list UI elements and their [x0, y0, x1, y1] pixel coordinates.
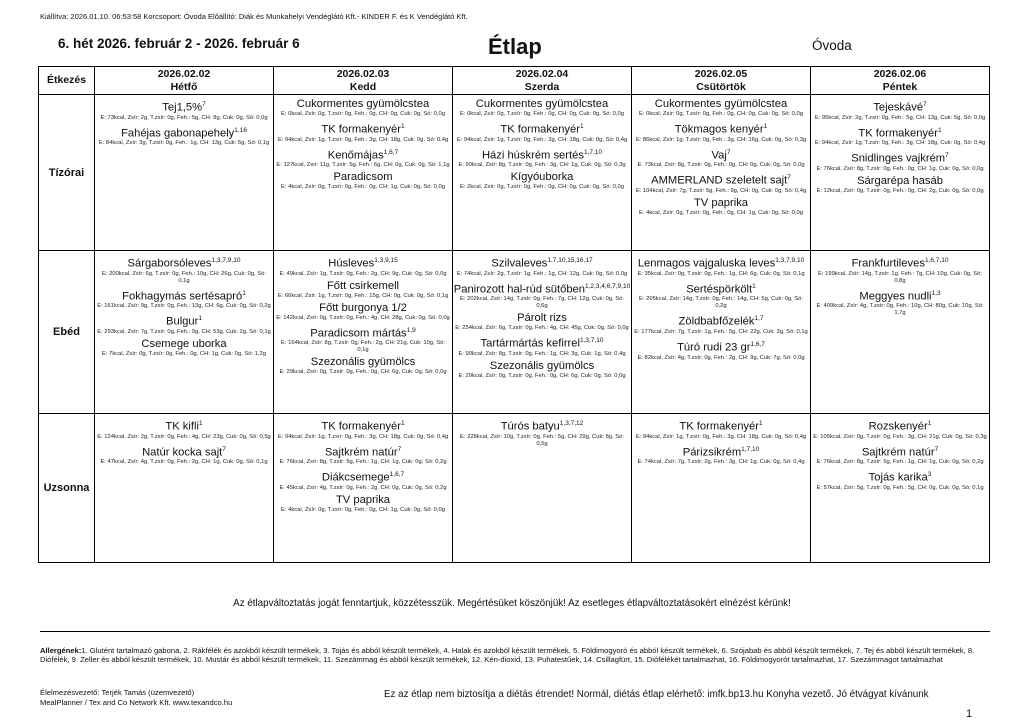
nutrition-info: E: 90kcal, Zsír: 8g, T.zsír: 0g, Feh.: 3g, CH: 1g, Cuk: 0g, Só: 0,3g	[458, 162, 626, 169]
menu-cell	[95, 95, 274, 251]
dish-name	[811, 254, 989, 271]
dish-label: Házi húskrém sertés	[481, 149, 584, 162]
dish-label: Sajtkrém natúr	[324, 446, 398, 459]
dish-label: TK formakenyér	[500, 123, 580, 136]
allergen-codes: 1	[927, 420, 932, 427]
nutrition-info: E: 74kcal, Zsír: 7g, T.zsír: 2g, Feh.: 3g, CH: 1g, Cuk: 0g, Só: 0,4g	[637, 459, 805, 466]
dish-name	[274, 324, 452, 341]
dish-name	[632, 254, 810, 271]
meal-row-lunch	[39, 251, 990, 414]
meal-label: Tízórai	[39, 95, 95, 251]
allergen-label: Allergének:	[40, 646, 82, 655]
nutrition-info: E: 95kcal, Zsír: 2g, T.zsír: 0g, Feh.: 5g, CH: 13g, Cuk: 5g, Só: 0,0g	[814, 114, 986, 121]
diet-note: Ez az étlap nem biztosítja a diétás étrendet! Normál, diétás étlap elérhető: imfk.bp13.hu Konyha vezető. Jó étvágyat kívánunk	[384, 689, 929, 700]
dish-name	[274, 417, 452, 434]
allergen-codes: 1,6,7,10	[924, 257, 949, 264]
dish-name	[95, 98, 273, 115]
allergen-codes: 1,3	[931, 289, 941, 297]
nutrition-info: E: 76kcal, Zsír: 8g, T.zsír: 5g, Feh.: 1g, CH: 1g, Cuk: 0g, Só: 0,2g	[279, 459, 447, 466]
allergen-legend	[40, 646, 995, 664]
dish-name	[95, 254, 273, 271]
nutrition-info: E: 94kcal, Zsír: 1g, T.zsír: 0g, Feh.: 3g, CH: 18g, Cuk: 0g, Só: 0,4g	[456, 136, 628, 143]
day-header-wed	[453, 67, 632, 95]
allergen-codes: 1	[198, 420, 203, 427]
dish-name	[95, 287, 273, 304]
allergen-codes: 1,3,7,9,10	[775, 257, 805, 264]
dish-label: Párizsikrém	[682, 446, 742, 459]
nutrition-info: E: 0kcal, Zsír: 0g, T.zsír: 0g, Feh.: 0g, CH: 0g, Cuk: 0g, Só: 0,0g	[281, 111, 445, 117]
dish-name	[632, 146, 810, 163]
dish-label: Fahéjas gabonapehely	[121, 127, 235, 140]
dish-name	[274, 443, 452, 460]
nutrition-info: E: 105kcal, Zsír: 0g, T.zsír: 0g, Feh.: 3g, CH: 21g, Cuk: 0g, Só: 0,3g	[813, 433, 987, 440]
dish-name	[811, 287, 989, 304]
dish-label: Rozskenyér	[868, 420, 928, 433]
nutrition-info: E: 2kcal, Zsír: 0g, T.zsír: 0g, Feh.: 0g, CH: 0g, Cuk: 0g, Só: 0,0g	[460, 184, 624, 191]
menu-cell	[274, 251, 453, 414]
dish-name	[95, 443, 273, 460]
meal-label: Ebéd	[39, 251, 95, 414]
week-range: 6. hét 2026. február 2 - 2026. február 6	[58, 36, 300, 51]
dish-name	[274, 302, 452, 315]
dish-label: TK formakenyér	[679, 420, 759, 433]
dish-label: AMMERLAND szeletelt sajt	[651, 175, 788, 188]
dish-name	[453, 360, 631, 373]
day-header-thu	[632, 67, 811, 95]
day-name: Kedd	[349, 80, 377, 93]
dish-name	[453, 280, 631, 297]
allergen-codes: 1,7,10,15,16,17	[547, 257, 593, 264]
dish-label: Diákcsemege	[321, 472, 390, 485]
dish-name	[453, 254, 631, 271]
dish-label: Zöldbabfőzelék	[678, 316, 755, 329]
dish-label: Főtt burgonya 1/2	[319, 301, 407, 314]
dish-label: TV paprika	[335, 494, 391, 507]
dish-name	[274, 146, 452, 163]
dish-name	[453, 417, 631, 434]
dish-name	[811, 417, 989, 434]
nutrition-info: E: 200kcal, Zsír: 6g, T.zsír: 0g, Feh.: 10g, CH: 26g, Cuk: 0g, Só: 0,1g	[102, 270, 266, 284]
nutrition-info: E: 199kcal, Zsír: 14g, T.zsír: 1g, Feh.: 7g, CH: 10g, Cuk: 0g, Só: 0,8g	[818, 270, 982, 284]
allergen-codes: 7	[923, 101, 927, 108]
nutrition-info: E: 66kcal, Zsír: 1g, T.zsír: 0g, Feh.: 15g, CH: 0g, Cuk: 0g, Só: 0,1g	[277, 292, 449, 299]
allergen-codes: 1	[758, 420, 763, 427]
menu-cell	[632, 95, 811, 251]
dish-label: Szilvaleves	[491, 257, 548, 270]
dish-name	[274, 254, 452, 271]
dish-name	[811, 124, 989, 141]
allergen-codes: 1,6,7	[750, 341, 765, 349]
dish-name	[95, 417, 273, 434]
footer-credits	[40, 688, 232, 707]
menu-cell	[811, 95, 990, 251]
nutrition-info: E: 76kcal, Zsír: 8g, T.zsír: 5g, Feh.: 1g, CH: 1g, Cuk: 0g, Só: 0,2g	[816, 459, 984, 466]
dish-label: Snidlinges vajkrém	[851, 153, 946, 166]
dish-label: Párolt rizs	[517, 312, 567, 325]
dish-name	[453, 171, 631, 184]
dish-label: Tartármártás kefirrel	[480, 338, 580, 351]
nutrition-info: E: 86kcal, Zsír: 1g, T.zsír: 0g, Feh.: 3g, CH: 16g, Cuk: 0g, Só: 0,3g	[635, 136, 807, 143]
allergen-codes: 7	[945, 152, 949, 160]
dish-label: Sárgaborsóleves	[127, 257, 212, 270]
nutrition-info: E: 47kcal, Zsír: 4g, T.zsír: 0g, Feh.: 2g, CH: 1g, Cuk: 0g, Só: 0,1g	[100, 459, 268, 466]
allergen-codes: 1,6,7	[389, 471, 405, 479]
nutrition-info: E: 94kcal, Zsír: 1g, T.zsír: 0g, Feh.: 3g, CH: 18g, Cuk: 0g, Só: 0,4g	[814, 140, 986, 147]
nutrition-info: E: 409kcal, Zsír: 4g, T.zsír: 0g, Feh.: 10g, CH: 80g, Cuk: 10g, Só: 1,7g	[816, 303, 984, 317]
nutrition-info: E: 84kcal, Zsír: 3g, T.zsír: 0g, Feh.: 1g, CH: 13g, Cuk: 5g, Só: 0,1g	[98, 140, 270, 147]
nutrition-info: E: 76kcal, Zsír: 8g, T.zsír: 0g, Feh.: 0g, CH: 1g, Cuk: 0g, Só: 0,0g	[816, 166, 984, 173]
dish-name	[453, 98, 631, 111]
allergen-codes: 7	[202, 101, 206, 108]
dish-label: Tej1,5%	[162, 101, 203, 114]
divider	[40, 631, 990, 632]
nutrition-info: E: 4kcal, Zsír: 0g, T.zsír: 0g, Feh.: 0g, CH: 1g, Cuk: 0g, Só: 0,0g	[639, 210, 803, 217]
allergen-codes: 1	[752, 282, 756, 290]
allergen-codes: 1	[937, 126, 942, 134]
dish-label: Panirozott hal-rúd sütőben	[453, 283, 586, 296]
dish-name	[95, 338, 273, 351]
nutrition-info: E: 254kcal, Zsír: 6g, T.zsír: 0g, Feh.: 4g, CH: 45g, Cuk: 0g, Só: 0,0g	[455, 325, 629, 332]
dish-label: Tojás karika	[868, 472, 928, 485]
dish-label: Sajtkrém natúr	[861, 446, 935, 459]
dish-name	[811, 149, 989, 166]
nutrition-info: E: 202kcal, Zsír: 14g, T.zsír: 0g, Feh.: 7g, CH: 12g, Cuk: 0g, Só: 0,6g	[460, 296, 624, 310]
allergen-codes: 1	[242, 289, 246, 297]
day-name: Péntek	[882, 80, 918, 93]
meal-row-morning	[39, 95, 990, 251]
dish-name	[274, 356, 452, 369]
nutrition-info: E: 94kcal, Zsír: 1g, T.zsír: 0g, Feh.: 3g, CH: 18g, Cuk: 0g, Só: 0,4g	[277, 433, 449, 440]
dish-label: Szezonális gyümölcs	[310, 356, 416, 369]
dish-name	[274, 494, 452, 507]
nutrition-info: E: 4kcal, Zsír: 0g, T.zsír: 0g, Feh.: 0g, CH: 1g, Cuk: 0g, Só: 0,0g	[281, 507, 445, 514]
page-title: Étlap	[488, 34, 542, 59]
allergen-text: 1. Glutént tartalmazó gabona, 2. Rákfélék és azokból készült termékek, 3. Tojás és abból készült termékek, 4. Halak és azokból készült termékek, 5. Földimogyoró és abból készült termékek, 6. Szójabab és abból készült termékek, 7. Tej és abból készült termékek, 8. Diófélék, 9. Zeller és abból készült termékek, 10. Mustár és abból készült termékek, 11. Szezámmag és abból készült termékek, 12. Kén-dioxid, 13. Puhatestűek, 14. Csillagfürt, 15. Diófélékét tartalmazhat, 16. Földimogyorót tartalmazhat, 17. Szezámmagot tartalmazhat	[40, 646, 975, 664]
meal-label: Uzsonna	[39, 414, 95, 563]
allergen-codes: 1,16	[234, 126, 247, 134]
dish-label: Tökmagos kenyér	[674, 123, 764, 136]
menu-cell	[811, 251, 990, 414]
menu-cell	[453, 95, 632, 251]
dish-name	[274, 120, 452, 137]
dish-label: Kígyóuborka	[510, 171, 574, 184]
allergen-codes: 1,3,7,9,10	[211, 257, 241, 264]
nutrition-info: E: 49kcal, Zsír: 1g, T.zsír: 0g, Feh.: 2g, CH: 9g, Cuk: 0g, Só: 0,0g	[279, 270, 447, 277]
day-date: 2026.02.05	[694, 67, 748, 80]
menu-cell	[632, 251, 811, 414]
dish-label: Vaj	[711, 149, 727, 162]
dish-label: Csemege uborka	[141, 338, 227, 351]
menu-table	[38, 66, 990, 563]
age-group: Óvoda	[812, 38, 852, 53]
nutrition-info: E: 293kcal, Zsír: 7g, T.zsír: 0g, Feh.: 9g, CH: 53g, Cuk: 2g, Só: 0,1g	[97, 329, 271, 336]
dish-name	[453, 146, 631, 163]
day-name: Hétfő	[170, 80, 198, 93]
day-date: 2026.02.03	[336, 67, 390, 80]
dish-label: Fokhagymás sertésapró	[122, 290, 243, 303]
dish-label: Cukormentes gyümölcstea	[296, 98, 430, 110]
nutrition-info: E: 124kcal, Zsír: 2g, T.zsír: 0g, Feh.: 4g, CH: 23g, Cuk: 0g, Só: 0,5g	[97, 433, 271, 440]
nutrition-info: E: 4kcal, Zsír: 0g, T.zsír: 0g, Feh.: 0g, CH: 1g, Cuk: 0g, Só: 0,0g	[281, 184, 445, 191]
nutrition-info: E: 104kcal, Zsír: 7g, T.zsír: 5g, Feh.: 9g, CH: 0g, Cuk: 0g, Só: 0,4g	[635, 188, 807, 195]
manager-line: Élelmezésvezető: Terjék Tamás (üzemvezető)	[40, 688, 195, 697]
day-header-mon	[95, 67, 274, 95]
dish-name	[811, 443, 989, 460]
allergen-codes: 1,6,7	[383, 148, 399, 156]
dish-label: Frankfurtileves	[851, 257, 925, 270]
allergen-codes: 1	[400, 123, 405, 130]
allergen-codes: 1,3,7,10	[579, 337, 604, 345]
nutrition-info: E: 94kcal, Zsír: 1g, T.zsír: 0g, Feh.: 3g, CH: 18g, Cuk: 0g, Só: 0,4g	[635, 433, 807, 440]
dish-name	[811, 175, 989, 188]
dish-name	[274, 171, 452, 184]
nutrition-info: E: 57kcal, Zsír: 5g, T.zsír: 0g, Feh.: 5g, CH: 0g, Cuk: 0g, Só: 0,1g	[816, 485, 984, 492]
nutrition-info: E: 94kcal, Zsír: 1g, T.zsír: 0g, Feh.: 3g, CH: 18g, Cuk: 0g, Só: 0,4g	[277, 136, 449, 143]
allergen-codes: 7	[397, 445, 402, 453]
dish-label: TK formakenyér	[858, 127, 938, 140]
menu-cell	[95, 251, 274, 414]
dish-name	[632, 312, 810, 329]
nutrition-info: E: 73kcal, Zsír: 8g, T.zsír: 0g, Feh.: 0g, CH: 0g, Cuk: 0g, Só: 0,0g	[637, 162, 805, 169]
dish-label: Sárgarépa hasáb	[857, 175, 943, 188]
nutrition-info: E: 205kcal, Zsír: 14g, T.zsír: 0g, Feh.: 14g, CH: 5g, Cuk: 0g, Só: 0,2g	[639, 296, 803, 310]
dish-name	[274, 280, 452, 293]
nutrition-info: E: 82kcal, Zsír: 4g, T.zsír: 0g, Feh.: 2g, CH: 9g, Cuk: 7g, Só: 0,0g	[637, 354, 805, 361]
dish-name	[274, 468, 452, 485]
day-name: Csütörtök	[696, 80, 746, 93]
nutrition-info: E: 177kcal, Zsír: 7g, T.zsír: 1g, Feh.: 5g, CH: 22g, Cuk: 3g, Só: 0,1g	[634, 329, 808, 336]
dish-label: Kenőmájas	[327, 149, 384, 162]
nutrition-info: E: 228kcal, Zsír: 10g, T.zsír: 0g, Feh.: 5g, CH: 29g, Cuk: 8g, Só: 0,5g	[460, 433, 624, 447]
dish-label: Paradicsom	[333, 171, 393, 184]
day-date: 2026.02.02	[157, 67, 211, 80]
day-header-tue	[274, 67, 453, 95]
menu-cell	[453, 251, 632, 414]
allergen-codes: 1	[198, 315, 202, 323]
dish-label: Lenmagos vajgaluska leves	[637, 257, 776, 270]
allergen-codes: 1	[763, 123, 768, 130]
nutrition-info: E: 127kcal, Zsír: 11g, T.zsír: 5g, Feh.: 6g, CH: 0g, Cuk: 0g, Só: 1,1g	[276, 162, 450, 169]
menu-cell	[811, 414, 990, 563]
nutrition-info: E: 45kcal, Zsír: 4g, T.zsír: 0g, Feh.: 2g, CH: 0g, Cuk: 0g, Só: 0,2g	[279, 485, 447, 492]
dish-label: Cukormentes gyümölcstea	[654, 98, 788, 110]
dish-label: TK formakenyér	[321, 420, 401, 433]
dish-label: Húsleves	[328, 257, 375, 270]
menu-cell	[274, 95, 453, 251]
dish-label: TK kifli	[165, 420, 199, 433]
dish-label: Szezonális gyümölcs	[489, 360, 595, 373]
day-name: Szerda	[524, 80, 560, 93]
nutrition-info: E: 29kcal, Zsír: 0g, T.zsír: 0g, Feh.: 0g, CH: 6g, Cuk: 0g, Só: 0,0g	[279, 369, 447, 376]
dish-label: Főtt csirkemell	[326, 279, 400, 292]
dish-label: Bulgur	[166, 316, 199, 329]
nutrition-info: E: 0kcal, Zsír: 0g, T.zsír: 0g, Feh.: 0g, CH: 0g, Cuk: 0g, Só: 0,0g	[460, 111, 624, 117]
dish-label: TK formakenyér	[321, 123, 401, 136]
meal-row-afternoon	[39, 414, 990, 563]
page-number: 1	[966, 708, 973, 720]
nutrition-info: E: 73kcal, Zsír: 2g, T.zsír: 0g, Feh.: 5g, CH: 8g, Cuk: 0g, Só: 0,0g	[100, 114, 268, 121]
dish-name	[632, 171, 810, 188]
dish-label: Paradicsom mártás	[310, 327, 407, 340]
dish-label: Natúr kocka sajt	[142, 446, 223, 459]
allergen-codes: 7	[222, 445, 226, 453]
dish-label: Túrós batyu	[500, 420, 560, 433]
allergen-codes: 1,9	[406, 326, 416, 334]
nutrition-info: E: 0kcal, Zsír: 0g, T.zsír: 0g, Feh.: 0g, CH: 0g, Cuk: 0g, Só: 0,0g	[639, 111, 803, 117]
dish-name	[453, 334, 631, 351]
dish-name	[632, 338, 810, 355]
dish-label: Cukormentes gyümölcstea	[475, 98, 609, 110]
allergen-codes: 1,3,7,12	[559, 420, 584, 427]
allergen-codes: 7	[726, 148, 731, 156]
corner-header: Étkezés	[39, 67, 95, 95]
dish-name	[95, 124, 273, 141]
allergen-codes: 1,7,10	[741, 445, 760, 453]
dish-label: TV paprika	[693, 197, 749, 210]
dish-name	[632, 197, 810, 210]
nutrition-info: E: 90kcal, Zsír: 8g, T.zsír: 0g, Feh.: 1g, CH: 3g, Cuk: 1g, Só: 0,4g	[458, 351, 626, 358]
day-date: 2026.02.04	[515, 67, 569, 80]
menu-cell	[95, 414, 274, 563]
dish-name	[274, 98, 452, 111]
dish-name	[453, 120, 631, 137]
allergen-codes: 7	[934, 445, 939, 453]
nutrition-info: E: 161kcal, Zsír: 9g, T.zsír: 0g, Feh.: 13g, CH: 6g, Cuk: 0g, Só: 0,2g	[97, 303, 271, 310]
nutrition-info: E: 164kcal, Zsír: 8g, T.zsír: 0g, Feh.: 2g, CH: 21g, Cuk: 10g, Só: 0,1g	[281, 340, 445, 354]
menu-cell	[632, 414, 811, 563]
dish-name	[95, 312, 273, 329]
dish-label: Sertéspörkölt	[686, 283, 753, 296]
allergen-codes: 7	[787, 174, 791, 182]
day-header-row	[39, 67, 990, 95]
menu-cell	[453, 414, 632, 563]
allergen-codes: 3	[927, 471, 932, 479]
allergen-codes: 1,3,9,15	[374, 257, 398, 264]
dish-name	[632, 120, 810, 137]
dish-name	[453, 312, 631, 325]
menu-cell	[274, 414, 453, 563]
dish-name	[811, 468, 989, 485]
day-date: 2026.02.06	[873, 67, 927, 80]
dish-name	[632, 417, 810, 434]
allergen-codes: 1,7,10	[583, 148, 603, 156]
software-line: MealPlanner / Tex and Co Network Kft. www.texandco.hu	[40, 697, 233, 707]
day-header-fri	[811, 67, 990, 95]
allergen-codes: 1	[579, 123, 584, 130]
nutrition-info: E: 35kcal, Zsír: 0g, T.zsír: 0g, Feh.: 1g, CH: 6g, Cuk: 0g, Só: 0,1g	[637, 270, 805, 277]
nutrition-info: E: 7kcal, Zsír: 0g, T.zsír: 0g, Feh.: 0g, CH: 1g, Cuk: 0g, Só: 1,2g	[102, 351, 266, 358]
dish-name	[632, 443, 810, 460]
change-notice: Az étlapváltoztatás jogát fenntartjuk, közzétesszük. Megértésüket köszönjük! Az esetleges étlapváltoztatásokért elnézést kérünk!	[233, 598, 791, 609]
issued-info: Kiállítva: 2026.01.10. 06:53:58 Korcsoport: Óvoda Előállító: Diák és Munkahelyi Vendéglátó Kft.- KINDER F. és K Vendéglátó Kft.	[40, 12, 468, 21]
dish-label: Túró rudi 23 gr	[677, 341, 751, 354]
nutrition-info: E: 142kcal, Zsír: 0g, T.zsír: 0g, Feh.: 4g, CH: 28g, Cuk: 0g, Só: 0,0g	[276, 314, 450, 321]
nutrition-info: E: 12kcal, Zsír: 0g, T.zsír: 0g, Feh.: 0g, CH: 2g, Cuk: 0g, Só: 0,0g	[816, 188, 984, 195]
dish-name	[811, 98, 989, 115]
nutrition-info: E: 29kcal, Zsír: 0g, T.zsír: 0g, Feh.: 0g, CH: 6g, Cuk: 0g, Só: 0,0g	[458, 373, 626, 380]
allergen-codes: 1	[400, 420, 405, 427]
allergen-codes: 1,7	[754, 315, 764, 323]
dish-label: Meggyes nudli	[859, 290, 932, 303]
dish-name	[632, 280, 810, 297]
nutrition-info: E: 74kcal, Zsír: 2g, T.zsír: 1g, Feh.: 1g, CH: 12g, Cuk: 0g, Só: 0,0g	[456, 270, 628, 277]
allergen-codes: 1,2,3,4,6,7,9,10	[585, 282, 631, 290]
dish-label: Tejeskávé	[873, 101, 924, 114]
dish-name	[632, 98, 810, 111]
